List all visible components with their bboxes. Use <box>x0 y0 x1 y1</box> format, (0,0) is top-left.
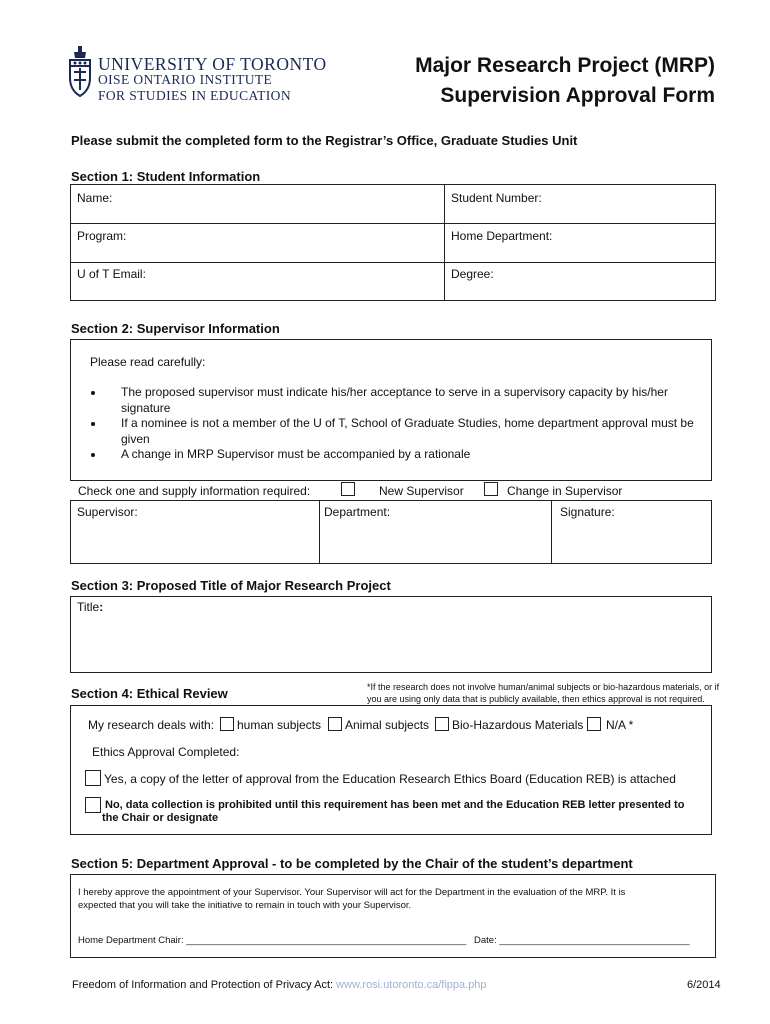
name-field[interactable] <box>71 185 444 223</box>
project-title-field[interactable] <box>70 596 712 673</box>
biohazardous-label: Bio-Hazardous Materials <box>452 718 584 732</box>
ethics-footnote-line1: *If the research does not involve human/animal subjects or bio-hazardous materials, or if <box>367 682 720 692</box>
department-field[interactable] <box>320 501 551 563</box>
submit-instructions: Please submit the completed form to the Registrar’s Office, Graduate Studies Unit <box>71 133 578 148</box>
supervisor-table <box>70 500 712 564</box>
program-field[interactable] <box>71 224 444 262</box>
oise-name-line2: FOR STUDIES IN EDUCATION <box>98 88 291 103</box>
supervisor-rules-list <box>87 385 707 463</box>
foip-label: Freedom of Information and Protection of Privacy Act: <box>72 979 337 991</box>
na-checkbox[interactable] <box>587 717 601 731</box>
list-item: • The proposed supervisor must indicate his/her acceptance to serve in a supervisory capacity by his/her signature <box>105 385 707 416</box>
chair-signature-field[interactable]: Home Department Chair: _____________________________________________________ <box>78 935 467 946</box>
supervisor-field[interactable] <box>71 501 319 563</box>
ethics-no-checkbox[interactable] <box>85 797 101 813</box>
ethics-yes-label: Yes, a copy of the letter of approval from the Education Research Ethics Board (Education REB) is attached <box>104 772 676 786</box>
animal-subjects-checkbox[interactable] <box>328 717 342 731</box>
department-label: Department: <box>324 505 391 519</box>
signature-field[interactable] <box>552 501 711 563</box>
email-label: U of T Email: <box>77 267 146 281</box>
animal-subjects-label: Animal subjects <box>345 718 430 732</box>
section4-heading: Section 4: Ethical Review <box>71 686 228 701</box>
ethics-completed-label: Ethics Approval Completed: <box>92 745 240 759</box>
change-supervisor-checkbox[interactable] <box>484 482 498 496</box>
section1-heading: Section 1: Student Information <box>71 169 261 184</box>
form-title-line1: Major Research Project (MRP) <box>415 54 715 77</box>
ethics-no-label-line2: the Chair or designate <box>102 812 219 824</box>
student-number-field[interactable] <box>445 185 715 223</box>
supervisor-instructions-box <box>70 339 712 481</box>
change-supervisor-label: Change in Supervisor <box>507 484 623 498</box>
name-label: Name: <box>77 191 113 205</box>
footer-foip <box>72 979 487 991</box>
ethical-review-box <box>70 705 712 835</box>
home-department-field[interactable] <box>445 224 715 262</box>
date-field[interactable]: Date: ____________________________________ <box>474 935 690 946</box>
department-approval-box <box>70 874 716 958</box>
email-field[interactable] <box>71 263 444 300</box>
footer-date: 6/2014 <box>687 979 721 991</box>
deals-with-label: My research deals with: <box>88 718 215 732</box>
section5-heading: Section 5: Department Approval - to be completed by the Chair of the student’s department <box>71 856 633 871</box>
oise-name-line1: OISE ONTARIO INSTITUTE <box>98 72 273 87</box>
new-supervisor-label: New Supervisor <box>379 484 464 498</box>
title-label-colon: : <box>99 600 104 614</box>
university-crest-icon <box>68 44 92 100</box>
program-label: Program: <box>77 229 127 243</box>
title-label <box>77 600 103 614</box>
new-supervisor-checkbox[interactable] <box>341 482 355 496</box>
form-title-line2: Supervision Approval Form <box>440 84 715 107</box>
student-info-table <box>70 184 716 301</box>
approval-text-line2: expected that you will take the initiative to remain in touch with your Supervisor. <box>78 900 412 911</box>
ethics-no-label-line1: No, data collection is prohibited until this requirement has been met and the Education REB letter presented to <box>105 799 685 811</box>
human-subjects-checkbox[interactable] <box>220 717 234 731</box>
biohazardous-checkbox[interactable] <box>435 717 449 731</box>
na-label: N/A * <box>606 718 634 732</box>
section2-heading: Section 2: Supervisor Information <box>71 321 280 336</box>
title-label-text: Title <box>77 600 100 614</box>
read-carefully-label: Please read carefully: <box>90 355 206 369</box>
list-item: • If a nominee is not a member of the U of T, School of Graduate Studies, home department approval must be given <box>105 416 707 447</box>
degree-field[interactable] <box>445 263 715 300</box>
human-subjects-label: human subjects <box>237 718 322 732</box>
supervisor-label: Supervisor: <box>77 505 138 519</box>
home-department-label: Home Department: <box>451 229 553 243</box>
fippa-link[interactable]: www.rosi.utoronto.ca/fippa.php <box>336 979 487 991</box>
check-one-label: Check one and supply information required: <box>78 484 311 498</box>
ethics-footnote-line2: you are using only data that is publicly available, then ethics approval is not required. <box>367 694 705 704</box>
approval-text-line1: I hereby approve the appointment of your Supervisor. Your Supervisor will act for the Department in the evaluation of the MRP. It is <box>78 887 626 898</box>
degree-label: Degree: <box>451 267 494 281</box>
list-item: • A change in MRP Supervisor must be accompanied by a rationale <box>105 447 707 463</box>
ethics-yes-checkbox[interactable] <box>85 770 101 786</box>
student-number-label: Student Number: <box>451 191 542 205</box>
university-name: UNIVERSITY OF TORONTO <box>98 54 327 74</box>
signature-label: Signature: <box>560 505 615 519</box>
section3-heading: Section 3: Proposed Title of Major Research Project <box>71 578 391 593</box>
